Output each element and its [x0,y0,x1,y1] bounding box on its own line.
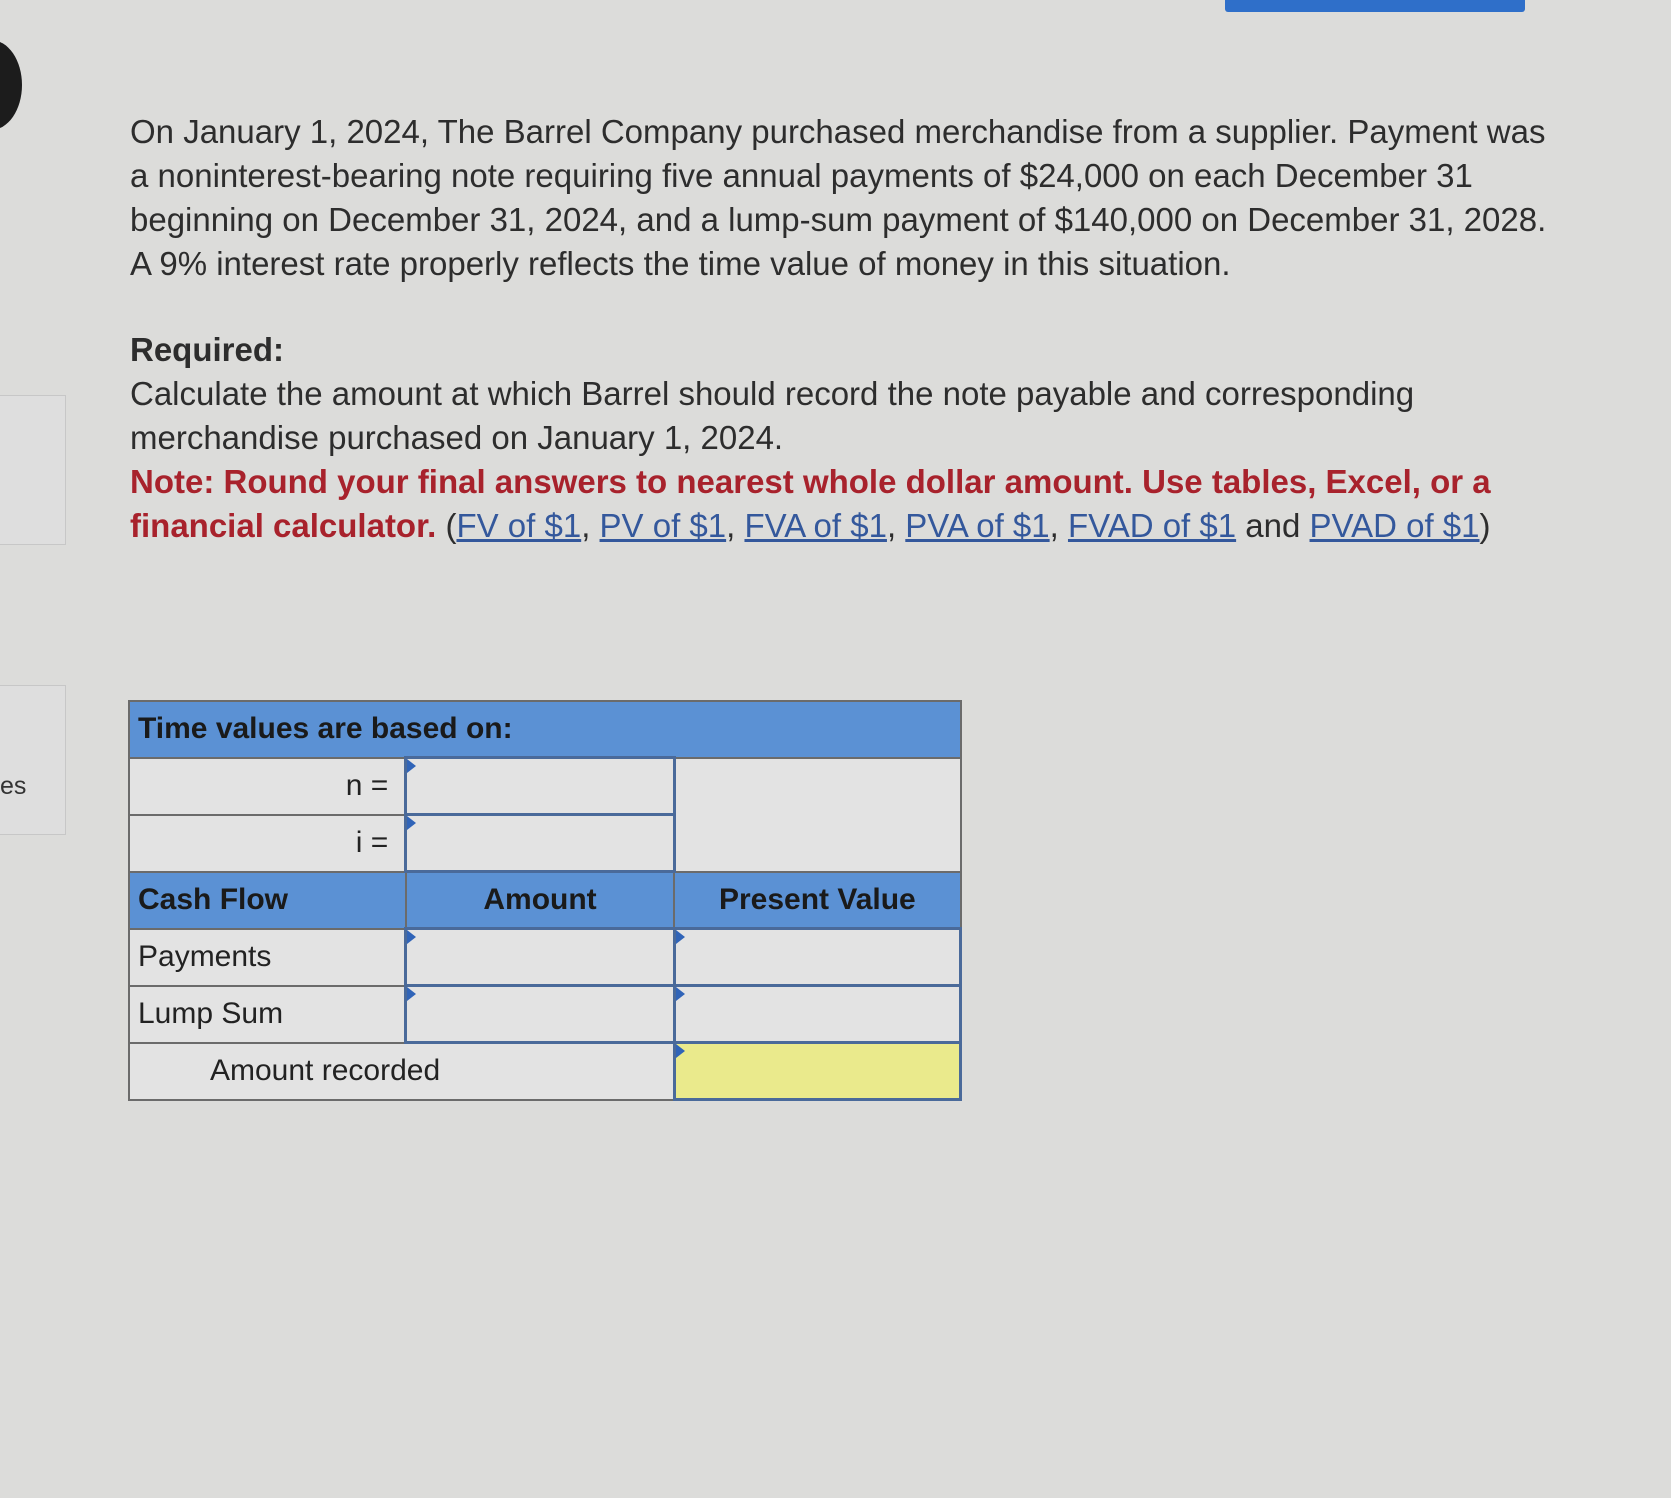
side-panel-lower[interactable] [0,685,66,835]
i-input[interactable] [406,815,674,872]
lump-sum-pv-input[interactable] [674,986,960,1043]
col-cash-flow: Cash Flow [129,872,406,929]
link-pv[interactable]: PV of $1 [599,507,727,544]
n-input[interactable] [406,758,674,815]
link-fv[interactable]: FV of $1 [456,507,582,544]
table-row [129,986,961,1043]
note-text: Note: Round your final answers to nearest whole dollar amount. Use tables, Excel, or a financial calculator. [130,463,1491,544]
reference-links: (FV of $1, PV of $1, FVA of $1, PVA of $1, FVAD of $1 and PVAD of $1) [445,507,1491,544]
i-label: i = [129,815,406,872]
top-action-button[interactable] [1225,0,1525,12]
amount-recorded-label: Amount recorded [129,1043,674,1100]
link-pvad[interactable]: PVAD of $1 [1309,507,1480,544]
table-header: Time values are based on: [129,701,961,758]
left-edge-indicator [0,40,22,130]
col-present-value: Present Value [674,872,960,929]
link-pva[interactable]: PVA of $1 [905,507,1050,544]
blank-cell [674,758,960,872]
payments-pv-input[interactable] [674,929,960,986]
required-text: Calculate the amount at which Barrel should record the note payable and corresponding merchandise purchased on January 1, 2024. [130,375,1415,456]
lump-sum-amount-input[interactable] [406,986,674,1043]
row-label-payments: Payments [129,929,406,986]
side-panel-label: es [0,772,27,800]
required-heading: Required: [130,331,285,368]
question-block [130,110,1570,548]
amount-recorded-input[interactable] [674,1043,960,1100]
note-line [130,460,1570,548]
time-value-table [128,700,962,1101]
and-word: and [1245,507,1301,544]
link-fva[interactable]: FVA of $1 [744,507,887,544]
row-label-lump-sum: Lump Sum [129,986,406,1043]
table-row [129,929,961,986]
col-amount: Amount [406,872,674,929]
n-label: n = [129,758,406,815]
problem-text: On January 1, 2024, The Barrel Company purchased merchandise from a supplier. Payment was a noninterest-bearing note requiring five annual payments of $24,000 on each December 31 beginning on December 31, 2024, and a lump-sum payment of $140,000 on December 31, 2028. A 9% interest rate properly reflects the time value of money in this situation. [130,113,1547,282]
link-fvad[interactable]: FVAD of $1 [1067,507,1237,544]
side-panel-upper[interactable] [0,395,66,545]
payments-amount-input[interactable] [406,929,674,986]
